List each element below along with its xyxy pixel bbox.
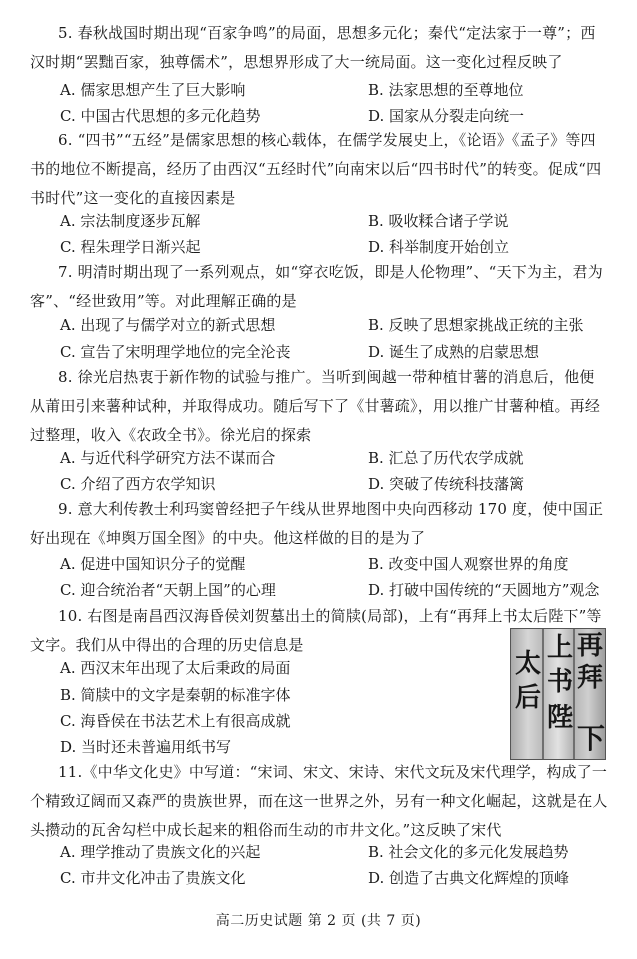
slip-divider [542,629,544,759]
question-9-option-d: D. 打破中国传统的“天圆地方”观念 [368,581,600,599]
slip-character: 书 [547,667,574,697]
question-11-option-d: D. 创造了古典文化辉煌的顶峰 [368,869,570,887]
question-10-option-a: A. 西汉末年出现了太后秉政的局面 [60,659,291,677]
question-6-option-b: B. 吸收糅合诸子学说 [368,212,509,230]
question-7-option-d: D. 诞生了成熟的启蒙思想 [368,343,540,361]
question-5-option-b: B. 法家思想的至尊地位 [368,81,524,99]
question-6-option-c: C. 程朱理学日渐兴起 [60,238,201,256]
question-11-option-b: B. 社会文化的多元化发展趋势 [368,843,569,861]
question-6-stem: 6. “四书”“五经”是儒家思想的核心载体，在儒学发展史上，《论语》《孟子》等四书的地位不断提高，经历了由西汉“五经时代”向南宋以后“四书时代”的转变。促成“四书时代”这一变化的直接因素是 [30,131,602,207]
question-6-option-a: A. 宗法制度逐步瓦解 [60,212,201,230]
slip-character: 拜 [577,663,604,693]
question-8-option-c: C. 介绍了西方农学知识 [60,475,216,493]
question-11-option-c: C. 市井文化冲击了贵族文化 [60,869,246,887]
question-9-option-a: A. 促进中国知识分子的觉醒 [60,555,246,573]
question-7-option-b: B. 反映了思想家挑战正统的主张 [368,316,584,334]
question-10-stem: 10. 右图是南昌西汉海昏侯刘贺墓出土的简牍(局部)，上有“再拜上书太后陛下”等文字。我们从中得出的合理的历史信息是 [30,607,602,654]
question-7-option-c: C. 宣告了宋明理学地位的完全沦丧 [60,343,291,361]
question-9-option-b: B. 改变中国人观察世界的角度 [368,555,569,573]
question-10-option-b: B. 简牍中的文字是秦朝的标准字体 [60,686,291,704]
question-8-option-d: D. 突破了传统科技藩篱 [368,475,525,493]
slip-character: 下 [577,722,606,755]
slip-character: 太 [515,649,542,679]
question-7-stem: 7. 明清时期出现了一系列观点，如“穿衣吃饭，即是人伦物理”、“天下为主，君为客”、“经世致用”等。对此理解正确的是 [30,263,603,310]
question-6-option-d: D. 科举制度开始创立 [368,238,510,256]
slip-divider [573,629,575,759]
question-5-option-d: D. 国家从分裂走向统一 [368,107,525,125]
slip-character: 再 [577,631,604,661]
page-footer: 高二历史试题 第 2 页 (共 7 页) [215,913,422,929]
question-10-option-c: C. 海昏侯在书法艺术上有很高成就 [60,712,291,730]
question-5-stem: 5. 春秋战国时期出现“百家争鸣”的局面，思想多元化；秦代“定法家于一尊”；西汉时期“罢黜百家，独尊儒术”，思想界形成了大一统局面。这一变化过程反映了 [30,24,596,71]
question-11-stem: 11.《中华文化史》中写道：“宋词、宋文、宋诗、宋代文玩及宋代理学，构成了一个精致辽阔而又森严的贵族世界，而在这一世界之外，另有一种文化崛起，这就是在人头攒动的瓦舍勾栏中成长起来的粗俗而生动的市井文化。”这反映了宋代 [30,763,608,839]
slip-character: 上 [547,633,574,663]
question-5-option-c: C. 中国古代思想的多元化趋势 [60,107,261,125]
question-5-option-a: A. 儒家思想产生了巨大影响 [60,81,246,99]
slip-character: 陛 [547,703,574,733]
question-9-stem: 9. 意大利传教士利玛窦曾经把子午线从世界地图中央向西移动 170 度，使中国正好出现在《坤舆万国全图》的中央。他这样做的目的是为了 [30,500,604,547]
slip-character: 后 [515,683,542,713]
question-7-option-a: A. 出现了与儒学对立的新式思想 [60,316,276,334]
question-8-option-b: B. 汇总了历代农学成就 [368,449,524,467]
question-9-option-c: C. 迎合统治者“天朝上国”的心理 [60,581,276,599]
question-8-option-a: A. 与近代科学研究方法不谋而合 [60,449,276,467]
bamboo-slip-image [510,628,606,760]
question-8-stem: 8. 徐光启热衷于新作物的试验与推广。当听到闽越一带种植甘薯的消息后，他便从莆田引来薯种试种，并取得成功。随后写下了《甘薯疏》，用以推广甘薯种植。再经过整理，收入《农政全书》。徐光启的探索 [30,368,601,444]
question-10-option-d: D. 当时还未普遍用纸书写 [60,738,232,756]
question-11-option-a: A. 理学推动了贵族文化的兴起 [60,843,261,861]
